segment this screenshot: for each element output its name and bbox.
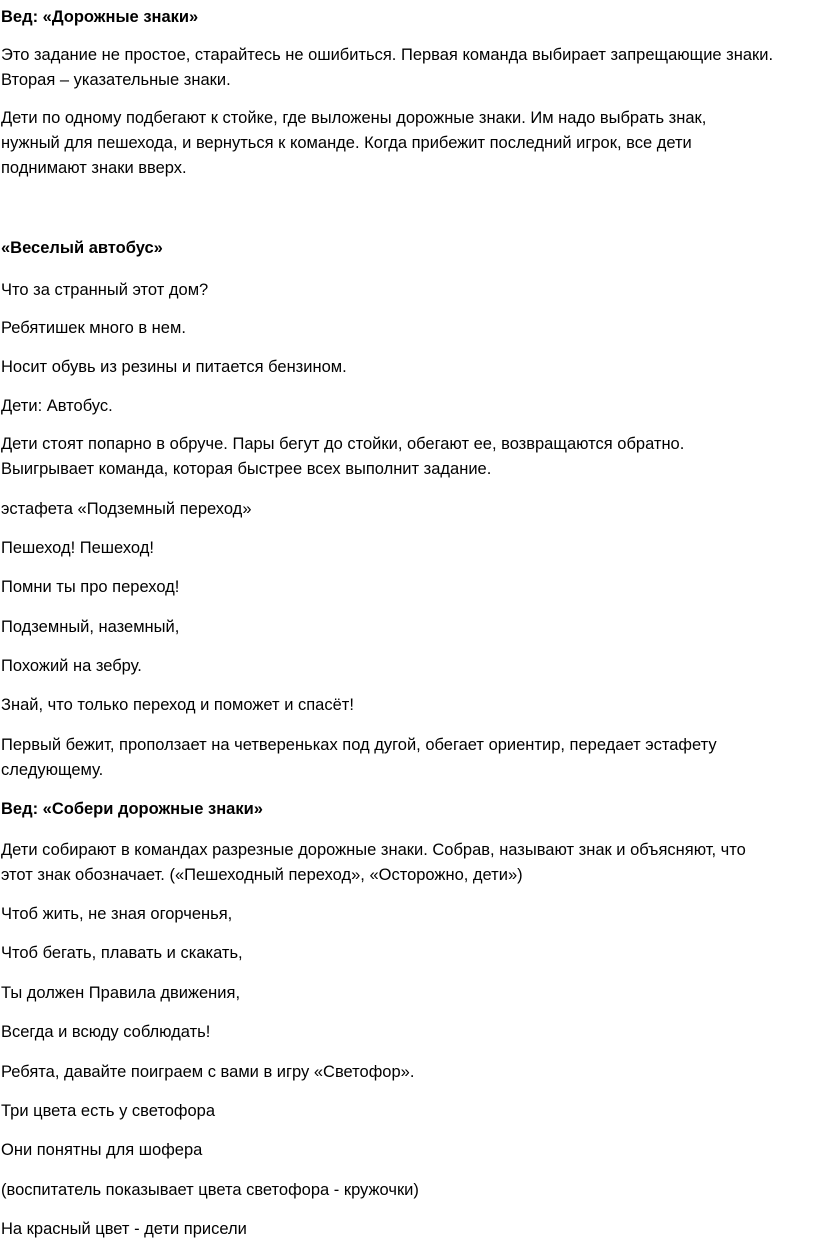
heading-road-signs: Вед: «Дорожные знаки» xyxy=(1,8,199,26)
paragraph-line: Это задание не простое, старайтесь не ошибиться. Первая команда выбирает запрещающие знаки. xyxy=(1,46,774,64)
paragraph-line: Выигрывает команда, которая быстрее всех выполнит задание. xyxy=(1,460,492,478)
heading-collect-signs: Вед: «Собери дорожные знаки» xyxy=(1,800,263,818)
poem-line: Три цвета есть у светофора xyxy=(1,1102,216,1120)
paragraph-line: поднимают знаки вверх. xyxy=(1,159,187,177)
heading-underground-relay: эстафета «Подземный переход» xyxy=(1,500,252,518)
poem-line: Чтоб бегать, плавать и скакать, xyxy=(1,944,243,962)
paragraph-line: Ребята, давайте поиграем с вами в игру «Светофор». xyxy=(1,1063,415,1081)
paragraph-line: Дети стоят попарно в обруче. Пары бегут до стойки, обегают ее, возвращаются обратно. xyxy=(1,435,685,453)
poem-line: Похожий на зебру. xyxy=(1,657,142,675)
poem-line: Что за странный этот дом? xyxy=(1,281,209,299)
poem-line: Пешеход! Пешеход! xyxy=(1,539,154,557)
poem-line: Всегда и всюду соблюдать! xyxy=(1,1023,211,1041)
paragraph-line: следующему. xyxy=(1,761,104,779)
paragraph-line: Вторая – указательные знаки. xyxy=(1,71,231,89)
poem-line: Подземный, наземный, xyxy=(1,618,180,636)
paragraph-line: этот знак обозначает. («Пешеходный переход», «Осторожно, дети») xyxy=(1,866,523,884)
poem-line: Ты должен Правила движения, xyxy=(1,984,241,1002)
poem-line: Носит обувь из резины и питается бензином. xyxy=(1,358,347,376)
paragraph-line: Дети по одному подбегают к стойке, где выложены дорожные знаки. Им надо выбрать знак, xyxy=(1,109,707,127)
poem-line: Помни ты про переход! xyxy=(1,578,180,596)
poem-line: Знай, что только переход и поможет и спасёт! xyxy=(1,696,354,714)
paragraph-line: Дети: Автобус. xyxy=(1,397,113,415)
poem-line: Чтоб жить, не зная огорченья, xyxy=(1,905,233,923)
poem-line: Ребятишек много в нем. xyxy=(1,319,186,337)
poem-line: Они понятны для шофера xyxy=(1,1141,203,1159)
heading-merry-bus: «Веселый автобус» xyxy=(1,239,163,257)
paragraph-line: Дети собирают в командах разрезные дорожные знаки. Собрав, называют знак и объясняют, что xyxy=(1,841,746,859)
paragraph-line: Первый бежит, проползает на четвереньках под дугой, обегает ориентир, передает эстафету xyxy=(1,736,717,754)
paragraph-line: (воспитатель показывает цвета светофора - кружочки) xyxy=(1,1181,419,1199)
paragraph-line: нужный для пешехода, и вернуться к команде. Когда прибежит последний игрок, все дети xyxy=(1,134,692,152)
paragraph-line: На красный цвет - дети присели xyxy=(1,1220,247,1238)
